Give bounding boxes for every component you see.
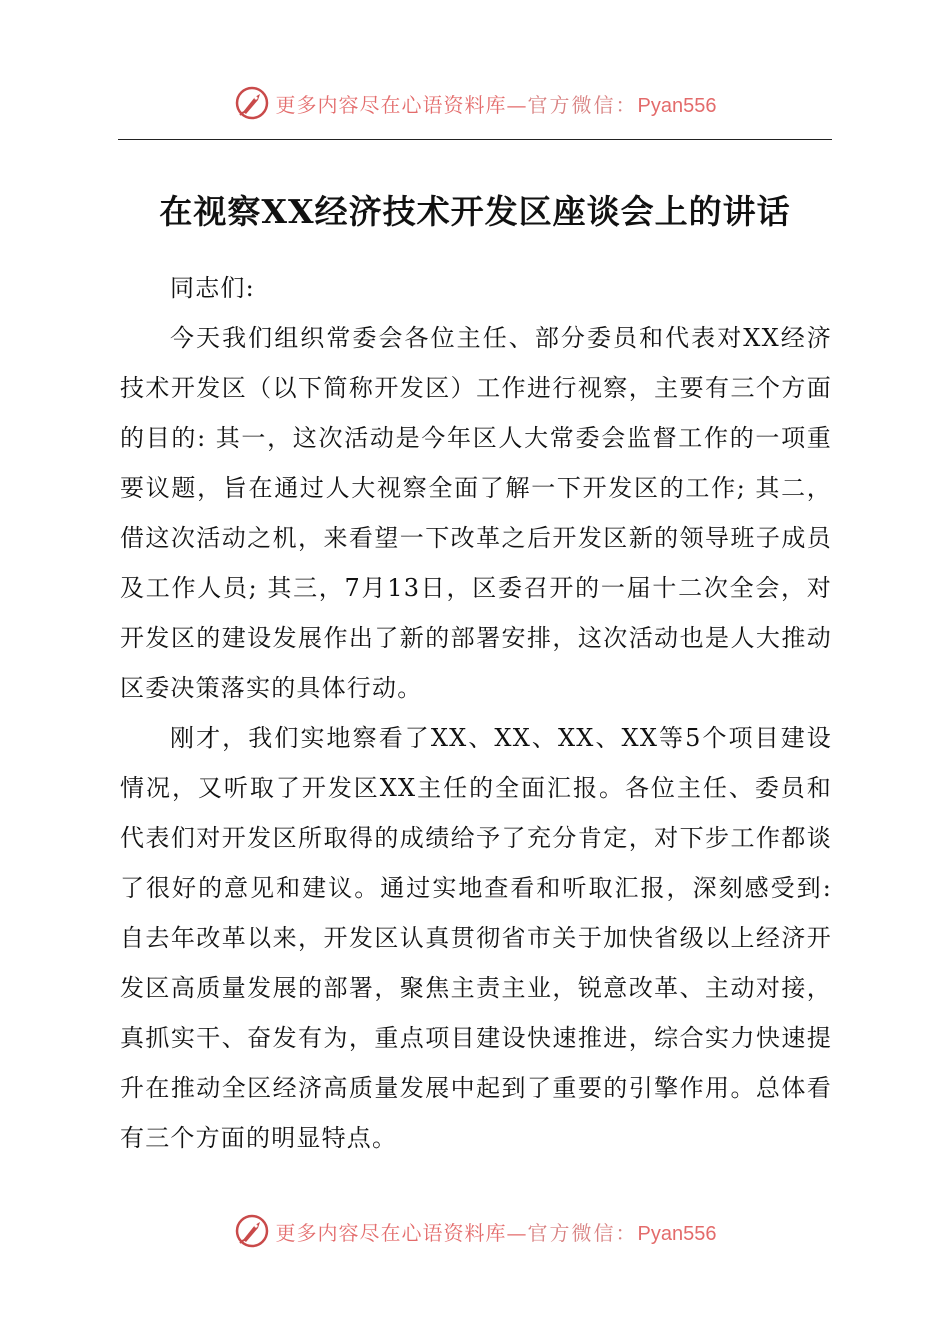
header-banner-separator: —	[506, 92, 528, 117]
pen-nib-logo-icon	[234, 1213, 270, 1249]
document-body	[120, 263, 832, 1163]
footer-banner-title: 更多内容尽在心语资料库	[275, 1220, 507, 1245]
header-banner-text	[276, 89, 717, 118]
header-banner-title: 更多内容尽在心语资料库	[275, 92, 507, 117]
footer-wechat-label: 官方微信：	[527, 1220, 638, 1245]
header-wechat-label: 官方微信：	[527, 92, 638, 117]
salutation: 同志们:	[170, 274, 255, 302]
header-banner	[0, 83, 950, 123]
footer-banner	[0, 1211, 950, 1251]
footer-wechat-id: Pyan556	[637, 1222, 717, 1245]
header-wechat-id: Pyan556	[637, 94, 717, 117]
footer-banner-separator: —	[506, 1220, 528, 1245]
document-title: 在视察XX经济技术开发区座谈会上的讲话	[159, 192, 791, 231]
paragraph-1: 今天我们组织常委会各位主任、部分委员和代表对XX经济技术开发区（以下简称开发区）工作进行视察，主要有三个方面的目的: 其一，这次活动是今年区人大常委会监督工作的一项重要议题，旨在通过人大视察全面了解一下开发区的工作; 其二，借这次活动之机，来看望一下改革之后开发区新的领导班子成员及工作人员; 其三，7月13日，区委召开的一届十二次全会，对开发区的建设发展作出了新的部署安排，这次活动也是人大推动区委决策落实的具体行动。	[120, 324, 832, 702]
pen-nib-logo-icon	[234, 85, 270, 121]
footer-banner-text	[276, 1217, 717, 1246]
header-divider	[118, 139, 832, 140]
paragraph-2: 刚才，我们实地察看了XX、XX、XX、XX等5个项目建设情况，又听取了开发区XX主任的全面汇报。各位主任、委员和代表们对开发区所取得的成绩给予了充分肯定，对下步工作都谈了很好的意见和建议。通过实地查看和听取汇报，深刻感受到: 自去年改革以来，开发区认真贯彻省市关于加快省级以上经济开发区高质量发展的部署，聚焦主责主业，锐意改革、主动对接，真抓实干、奋发有为，重点项目建设快速推进，综合实力快速提升在推动全区经济高质量发展中起到了重要的引擎作用。总体看有三个方面的明显特点。	[120, 724, 832, 1152]
